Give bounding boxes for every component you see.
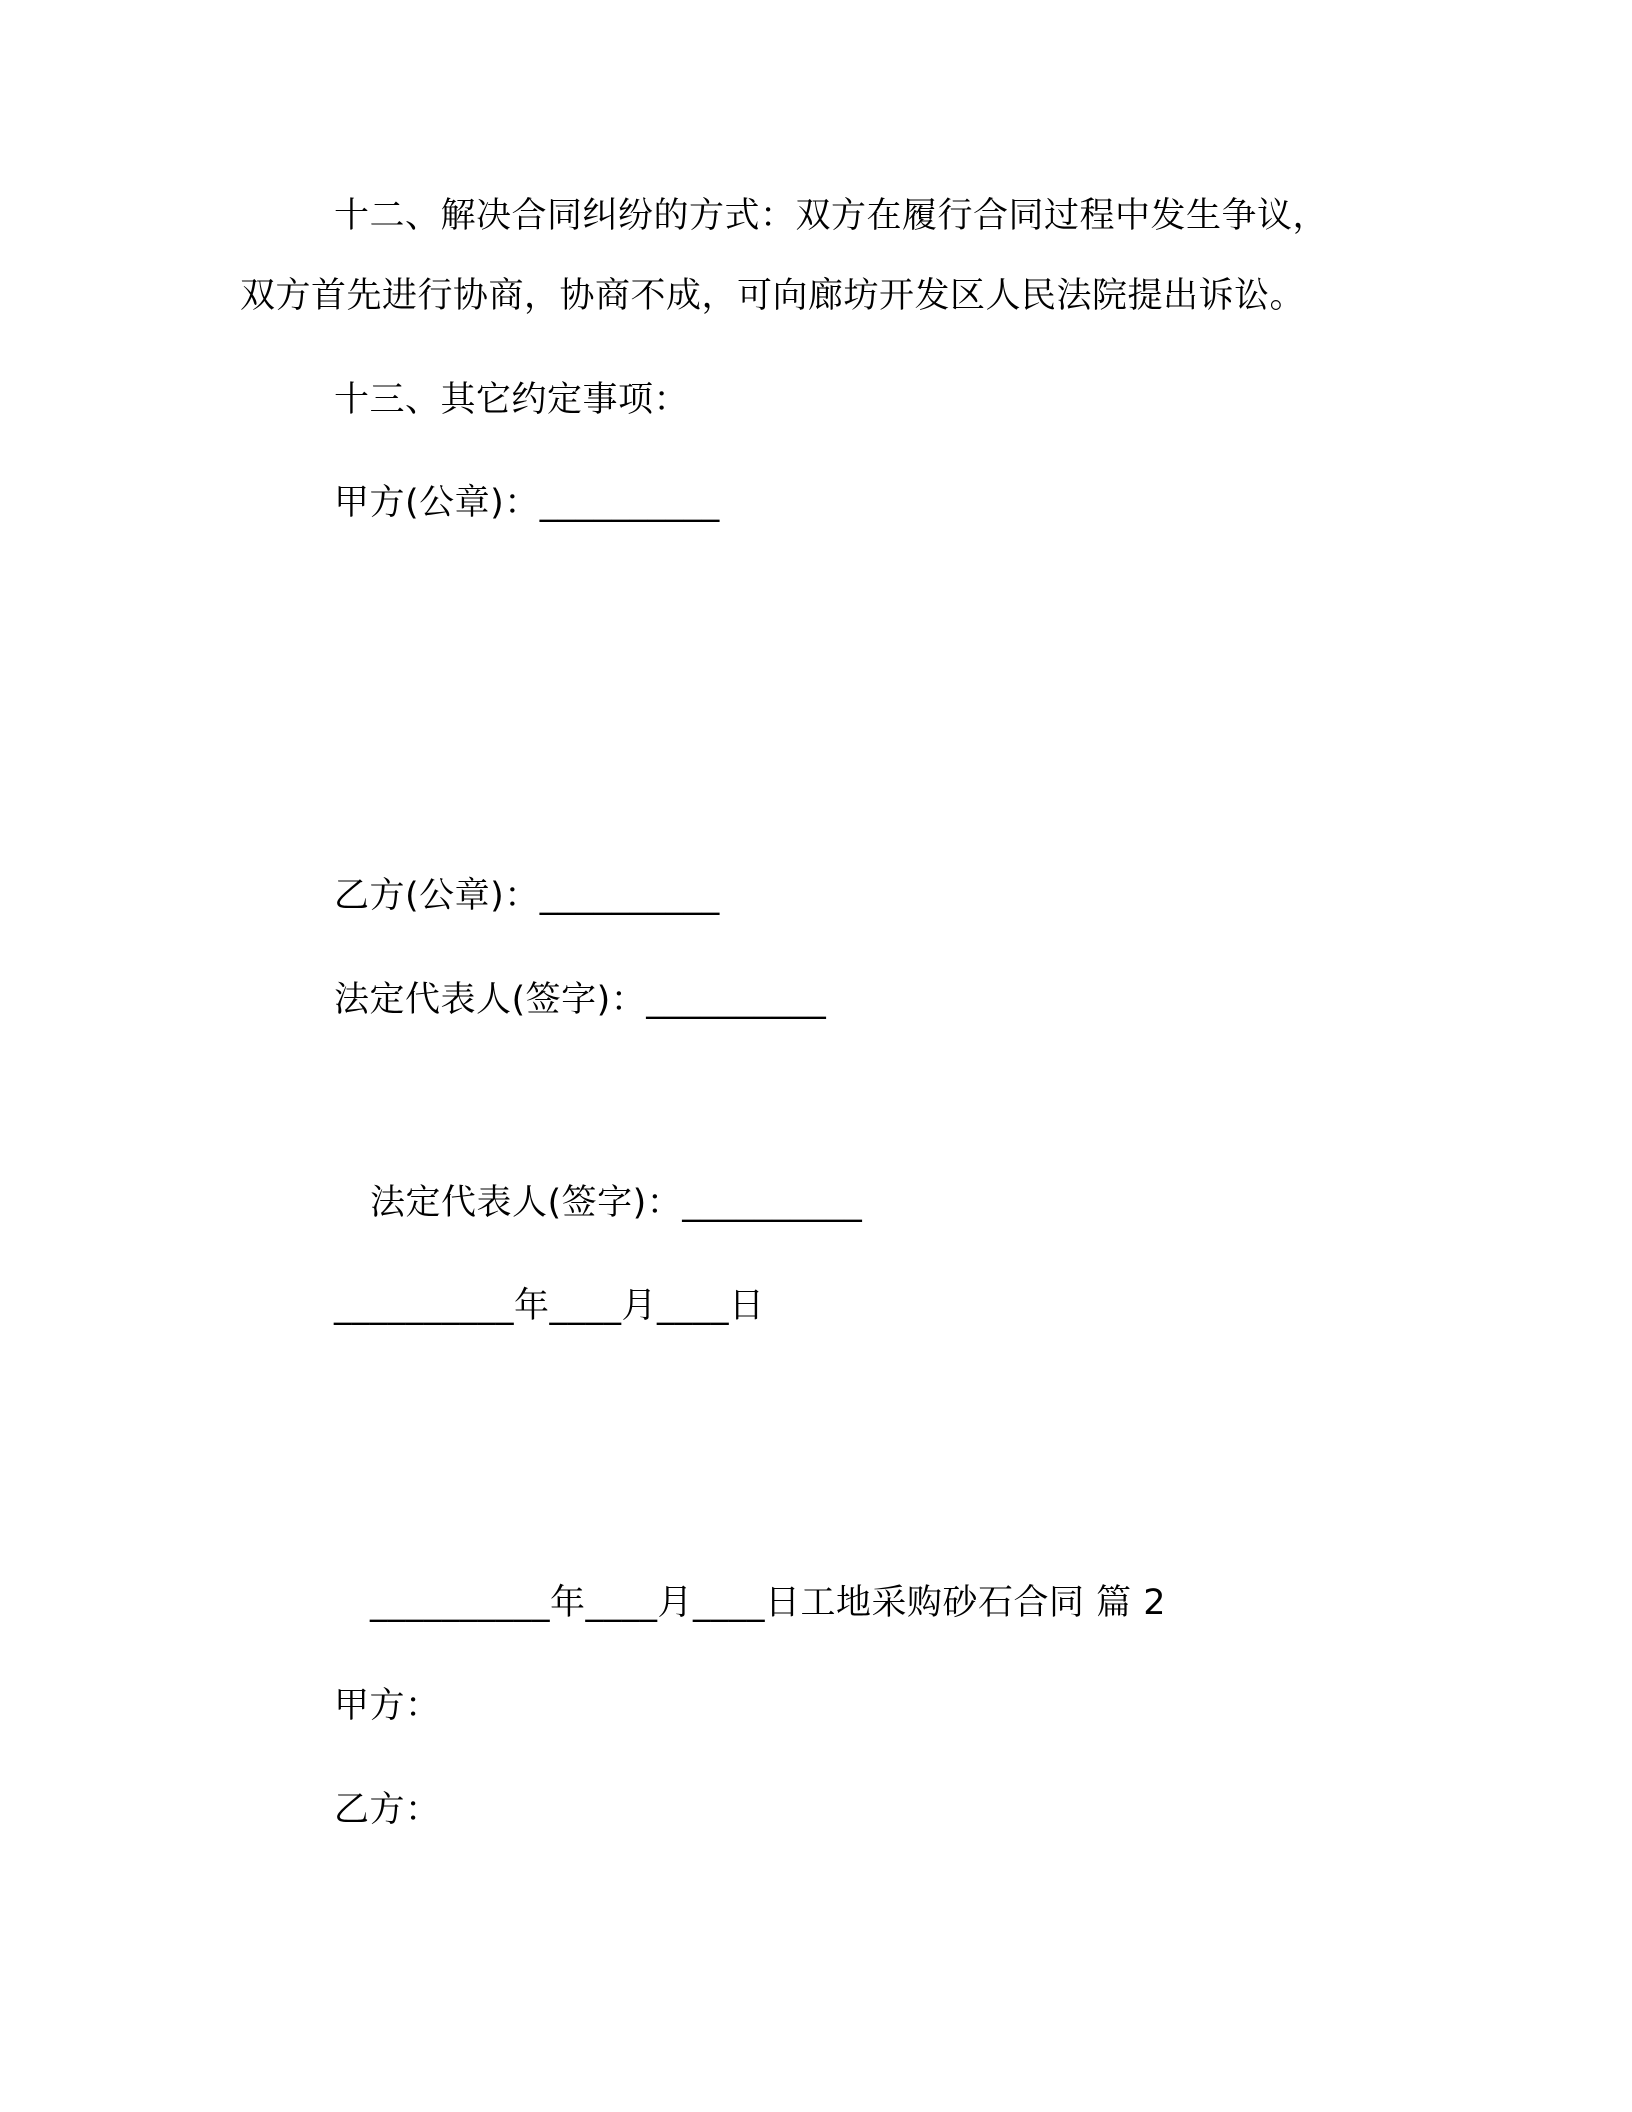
contract-2-title: __________年____月____日工地采购砂石合同 篇 2 [370, 1583, 1167, 1623]
date-line: __________年____月____日 [334, 1286, 765, 1326]
party-a-seal-field: 甲方(公章)：__________ [334, 483, 720, 523]
clause-13: 十三、其它约定事项： [334, 380, 690, 420]
party-a-label: 甲方： [334, 1686, 441, 1726]
legal-rep-signature-1: 法定代表人(签字)：__________ [334, 980, 827, 1020]
party-b-label: 乙方： [334, 1790, 441, 1830]
legal-rep-signature-2: 法定代表人(签字)：__________ [370, 1183, 863, 1223]
clause-12-line-2: 双方首先进行协商，协商不成，可向廊坊开发区人民法院提出诉讼。 [240, 276, 1306, 316]
party-b-seal-field: 乙方(公章)：__________ [334, 876, 720, 916]
clause-12-line-1: 十二、解决合同纠纷的方式：双方在履行合同过程中发生争议， [334, 196, 1329, 236]
